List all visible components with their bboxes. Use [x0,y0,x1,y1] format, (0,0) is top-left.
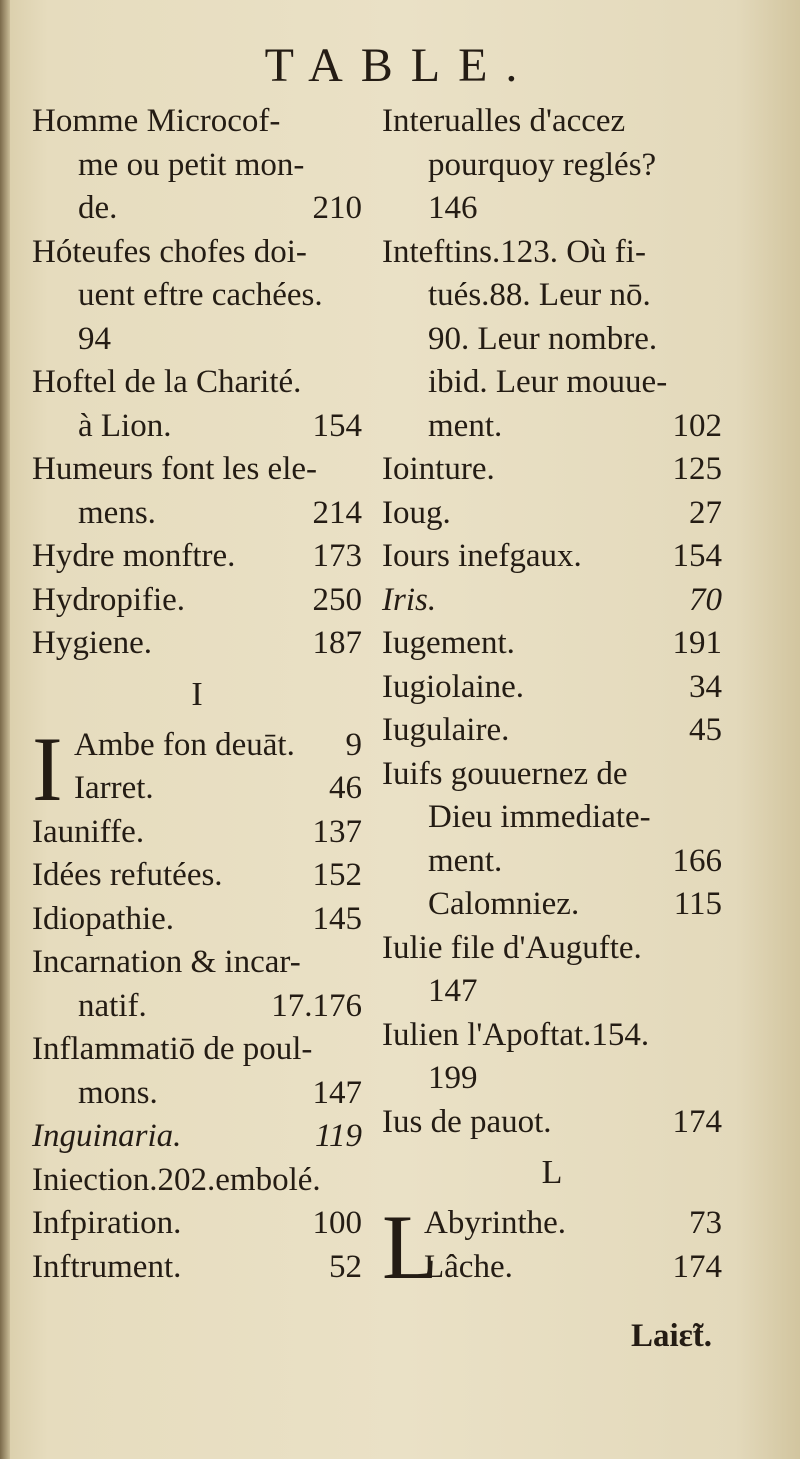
index-entry [32,898,362,942]
section-letter-l: L [541,1154,563,1191]
page-number: 73 [689,1205,722,1241]
index-entry [382,1014,722,1101]
index-entry [382,709,722,753]
dropcap-block-l [382,1196,722,1298]
index-entry [382,579,722,623]
page-number: 17.176 [271,987,362,1024]
page-number: 174 [672,1103,722,1140]
entry-heading: Idées refutées. [32,857,223,893]
index-entry [32,535,362,579]
index-entry [382,492,722,536]
index-entry [32,1246,362,1290]
dropcap-l: L [382,1196,439,1298]
entry-heading: Iulie file d'Augufte. [382,929,642,966]
page-number: 154 [312,407,362,444]
page-number: 174 [672,1248,722,1285]
index-entry [32,579,362,623]
index-entry [382,753,722,884]
index-entry [32,767,362,811]
entry-continuation: tués.88. Leur nō. [428,277,651,313]
entry-continuation: uent eftre cachées. [78,277,323,313]
entry-heading: Iugement. [382,625,515,661]
index-entry [382,883,722,927]
index-entry [382,231,722,449]
entry-continuation: ment. [428,407,503,444]
catchword: Laiɛ̃t. [630,1318,712,1354]
index-entry [32,811,362,855]
index-entry [32,1159,362,1203]
entry-continuation: pourquoy reglés? [428,146,657,183]
page-number: 147 [312,1074,362,1111]
entry-heading: Humeurs font les ele- [32,451,317,487]
entry-continuation: me ou petit mon- [78,146,305,183]
page-number: 187 [312,625,362,661]
entry-heading: Iointure. [382,451,495,487]
entry-heading: Incarnation & incar- [32,944,301,980]
index-entry [32,361,362,448]
page-number: 191 [672,625,722,661]
page-number: 250 [312,581,362,618]
entry-continuation: mons. [78,1074,158,1111]
page-number: 173 [312,538,362,574]
entry-continuation: ibid. Leur mouue- [428,364,668,400]
dropcap-entries-i [32,717,362,820]
entry-heading: Iris. [382,581,437,618]
right-column [382,100,722,1298]
entry-continuation: Dieu immediate- [428,799,651,835]
entry-heading: Iulien l'Apoftat.154. [382,1016,650,1053]
index-entry [382,1246,722,1290]
page-number: 94 [78,320,111,357]
index-entry [382,927,722,1014]
entry-heading: Iugulaire. [382,712,510,748]
page-title: TABLE. [264,39,536,92]
entry-heading: Ambe fon deuāt. [74,726,295,763]
page-number: 52 [329,1248,362,1285]
page-number: 154 [672,538,722,574]
page-number: 199 [428,1060,478,1096]
index-entry [382,1202,722,1246]
entry-continuation: de. [78,190,118,226]
left-entries-h [32,100,362,666]
left-column [32,100,362,1289]
page-number: 125 [672,451,722,487]
page-number: 166 [672,842,722,879]
entry-heading: Hydre monftre. [32,538,236,574]
entry-heading: Ius de pauot. [382,1103,552,1140]
entry-heading: Inftrument. [32,1248,182,1285]
page-number: 34 [689,668,722,705]
entry-heading: Calomniez. [428,886,580,922]
entry-heading: Ioug. [382,494,451,531]
page-number: 70 [689,581,722,618]
entry-heading: Inteftins.123. Où fi- [382,233,646,270]
entry-heading: Homme Microcof- [32,103,281,139]
page-number: 45 [689,712,722,748]
dropcap-i: I [32,717,63,820]
entry-heading: Iauniffe. [32,813,145,850]
entry-continuation: mens. [78,494,156,531]
page-number: 27 [689,494,722,531]
entry-heading: Iuifs gouuernez de [382,755,628,792]
index-entry [382,1101,722,1145]
index-entry [382,622,722,666]
index-entry [382,666,722,710]
right-entries-i [382,100,722,1144]
entry-heading: Idiopathie. [32,900,175,937]
page-number: 146 [428,190,478,226]
page-number: 147 [428,973,478,1009]
left-entries-i [32,811,362,1290]
entry-continuation: natif. [78,987,147,1024]
index-entry [32,1028,362,1115]
page-number: 137 [312,813,362,850]
index-entry [382,100,722,231]
entry-heading: Iugiolaine. [382,668,525,705]
index-entry [382,448,722,492]
page-number: 145 [312,900,362,937]
entry-heading: Inguinaria. [32,1118,182,1154]
page-number: 102 [672,407,722,444]
entry-heading: Hygiene. [32,625,153,661]
page-number: 46 [329,770,362,806]
entry-heading: Interualles d'accez [382,103,626,139]
page-number: 214 [312,494,362,531]
entry-heading: Lâche. [424,1248,513,1285]
index-entry [32,724,362,768]
entry-heading: Iarret. [74,770,154,806]
index-entry [32,622,362,666]
index-entry [32,1202,362,1246]
entry-heading: Abyrinthe. [424,1205,567,1241]
entry-heading: Inflammatiō de poul- [32,1031,313,1067]
index-entry [32,1115,362,1159]
binding-shadow [0,0,10,1459]
entry-heading: Hoftel de la Charité. [32,364,302,400]
index-entry [382,535,722,579]
entry-heading: Hydropifie. [32,581,186,618]
page-number: 152 [312,857,362,893]
entry-heading: Hóteufes chofes doi- [32,233,307,270]
entry-heading: Iniection.202.embolé. [32,1161,321,1198]
section-letter-i: I [191,675,203,713]
dropcap-block-i [32,717,362,820]
page-number: 119 [314,1118,362,1154]
index-entry [32,100,362,231]
entry-continuation: ment. [428,842,503,879]
dropcap-entries-l [382,1196,722,1298]
entry-continuation: 90. Leur nombre. [428,320,658,357]
page-number: 115 [673,886,722,922]
index-entry [32,448,362,535]
index-entry [32,231,362,362]
index-entry [32,941,362,1028]
page-number: 210 [312,190,362,226]
page-number: 9 [345,726,362,763]
entry-heading: Iours inefgaux. [382,538,582,574]
page-number: 100 [312,1205,362,1241]
index-entry [32,854,362,898]
entry-continuation: à Lion. [78,407,172,444]
entry-heading: Infpiration. [32,1205,182,1241]
